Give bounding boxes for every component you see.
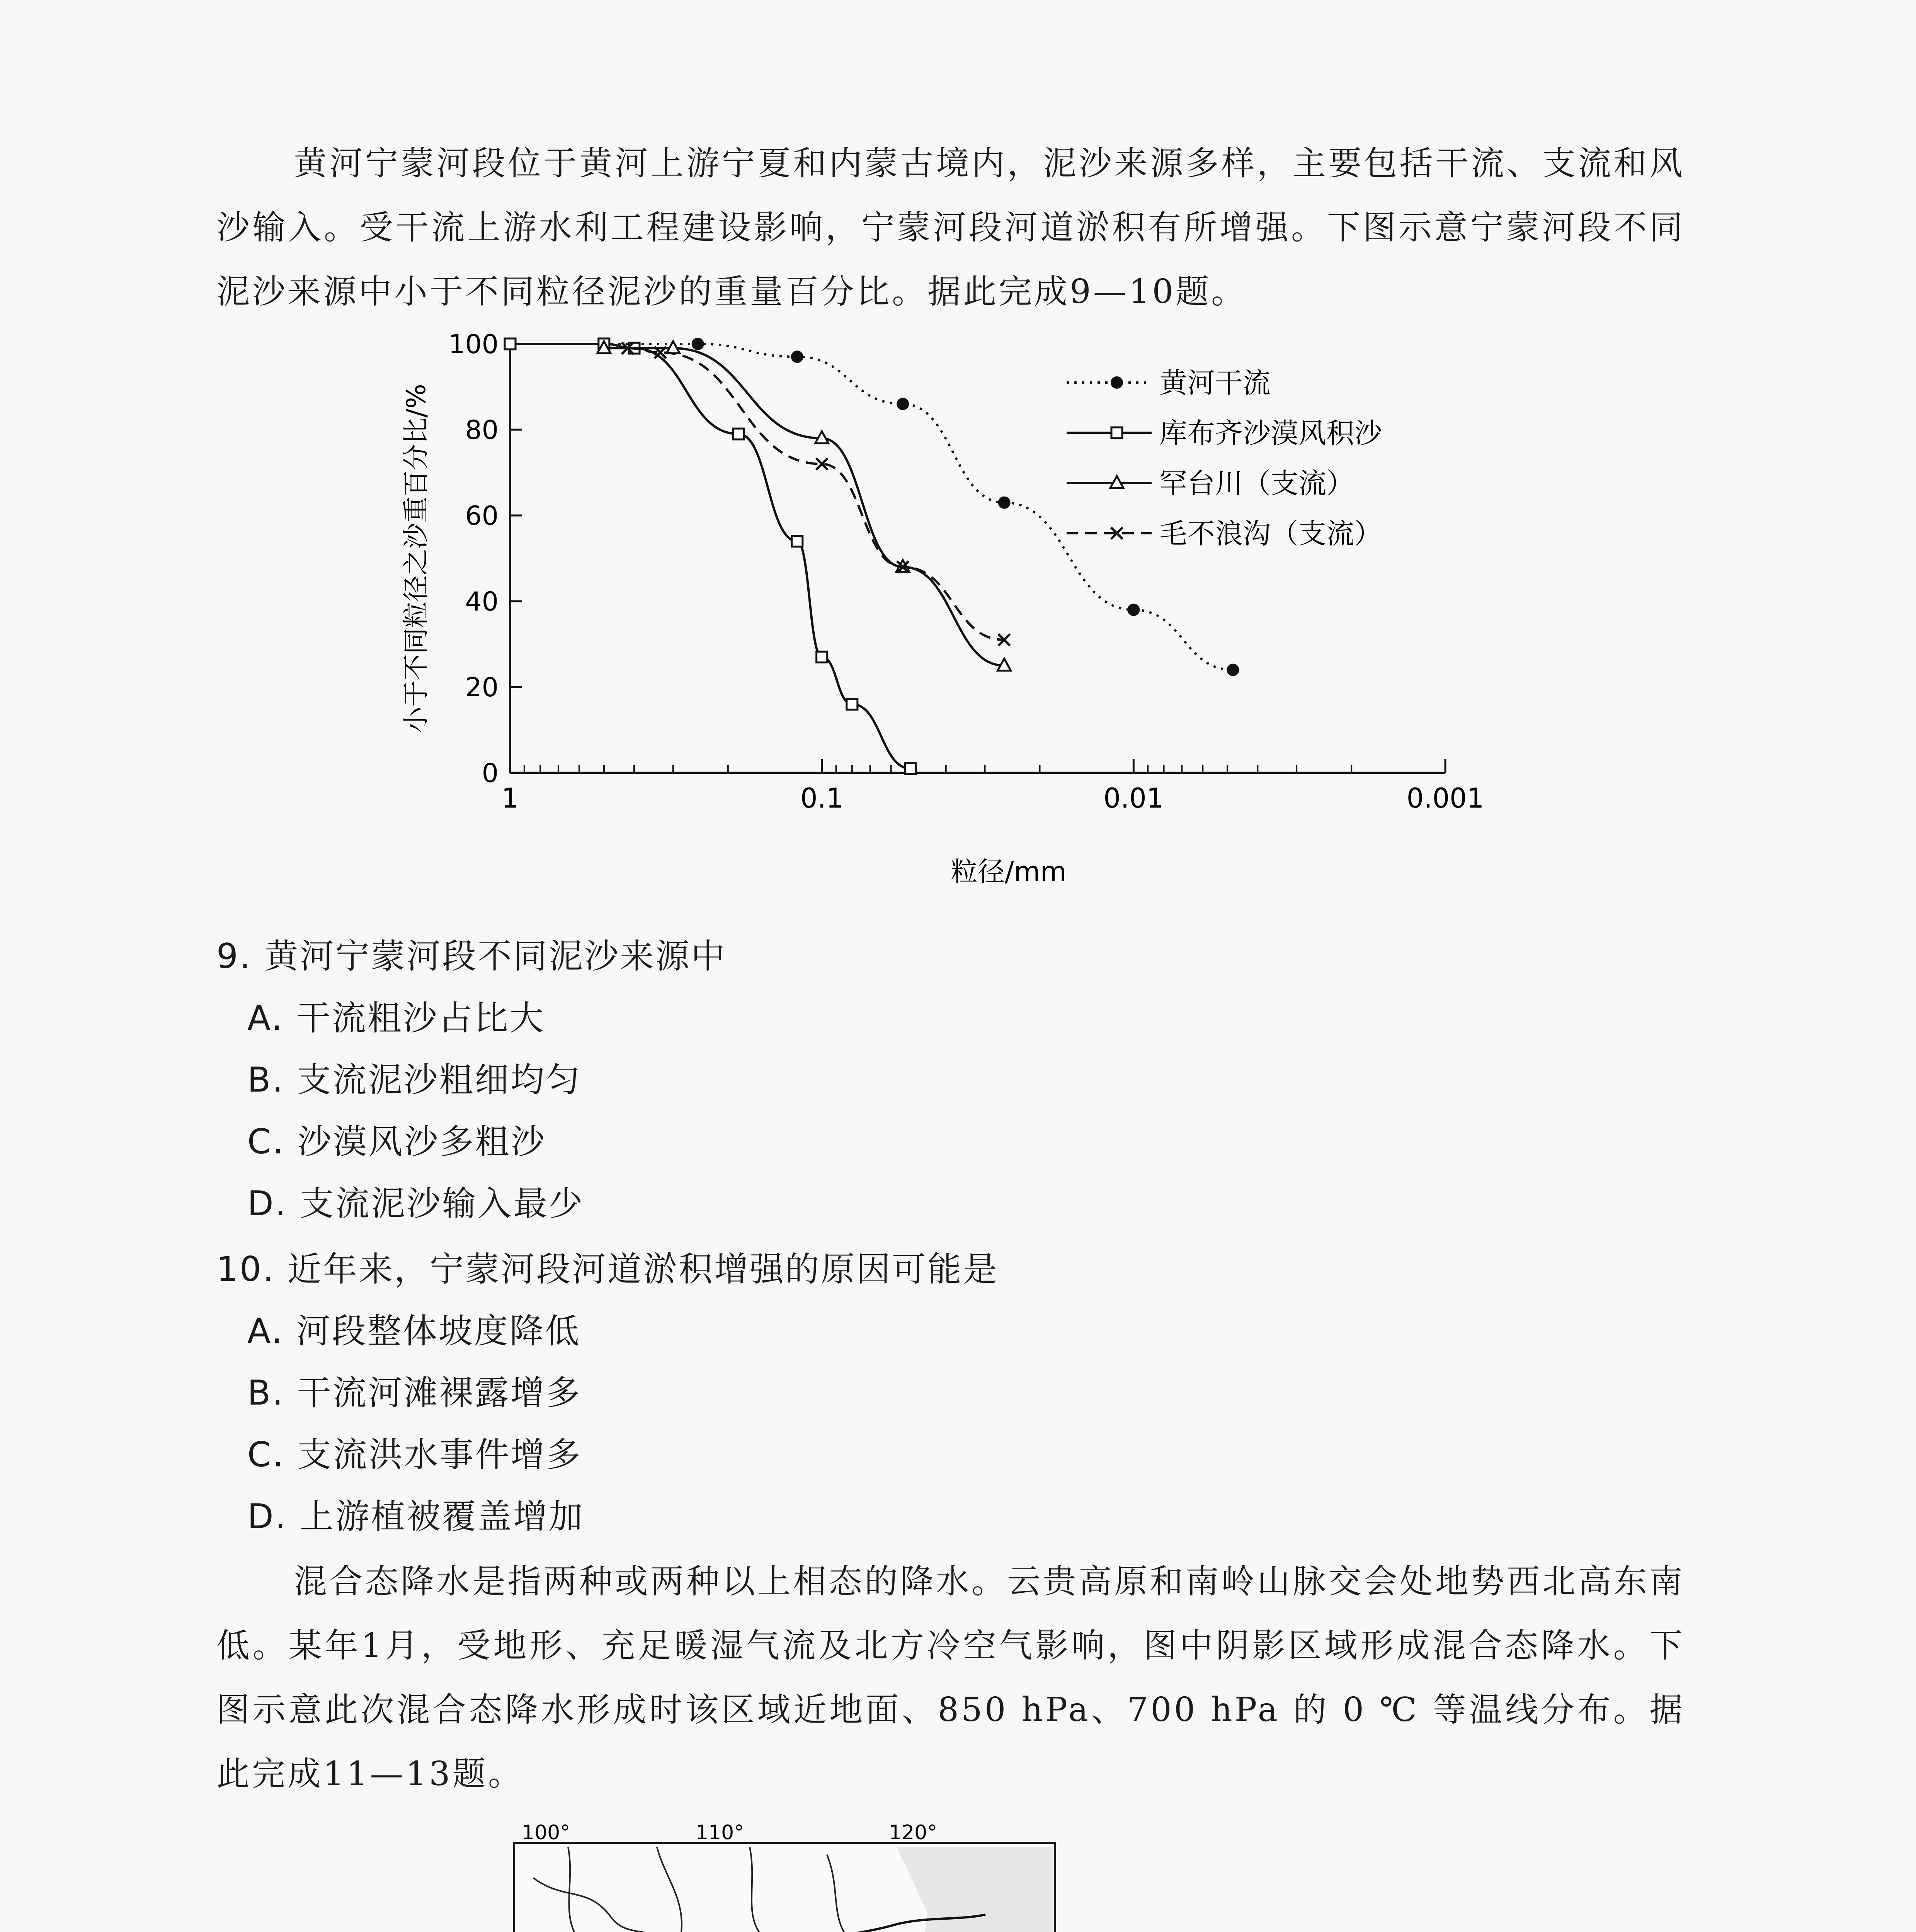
q10-option-a[interactable]: A. 河段整体坡度降低	[247, 1311, 581, 1351]
intro-paragraph-1: 黄河宁蒙河段位于黄河上游宁夏和内蒙古境内，泥沙来源多样，主要包括干流、支流和风沙输入。受干流上游水利工程建设影响，宁蒙河段河道淤积有所增强。下图示意宁蒙河段不同泥沙来源中小于不同粒径泥沙的重量百分比。据此完成9—10题。	[216, 144, 1685, 311]
series-line-3	[628, 348, 1004, 640]
x-tick-label: 1	[501, 782, 519, 814]
intro-paragraph-2: 混合态降水是指两种或两种以上相态的降水。云贵高原和南岭山脉交会处地势西北高东南低。某年1月，受地形、充足暖湿气流及北方冷空气影响，图中阴影区域形成混合态降水。下图示意此次混合态降水形成时该区域近地面、850 hPa、700 hPa 的 0 ℃ 等温线分布。据此完成11—13题。	[216, 1562, 1685, 1793]
x-tick-label: 0.001	[1406, 782, 1484, 814]
legend-marker-1	[1111, 427, 1122, 438]
q10-option-d[interactable]: D. 上游植被覆盖增加	[247, 1497, 584, 1536]
y-tick-label: 40	[465, 587, 499, 617]
data-point-0	[1127, 604, 1140, 616]
lon-label-120: 120°	[889, 1824, 938, 1844]
x-tick-label: 0.01	[1103, 782, 1164, 814]
x-axis-label: 粒径/mm	[951, 856, 1067, 888]
data-point-0	[998, 497, 1011, 509]
lon-label-100: 100°	[522, 1824, 570, 1844]
data-point-0	[1227, 664, 1239, 676]
series-line-0	[510, 344, 1233, 670]
precipitation-map-svg	[510, 1824, 1376, 1932]
q9-option-d[interactable]: D. 支流泥沙输入最少	[247, 1184, 584, 1223]
x-tick-label: 0.1	[800, 782, 844, 814]
y-tick-label: 0	[482, 758, 499, 789]
data-point-0	[791, 350, 803, 363]
data-point-1	[792, 536, 803, 547]
legend-label-3: 毛不浪沟（支流）	[1159, 517, 1382, 550]
legend-label-1: 库布齐沙漠风积沙	[1159, 417, 1382, 449]
data-point-0	[897, 398, 909, 410]
q9-option-a[interactable]: A. 干流粗沙占比大	[247, 998, 545, 1038]
y-tick-label: 60	[465, 501, 499, 531]
legend-marker-0	[1111, 376, 1123, 389]
q9-option-b[interactable]: B. 支流泥沙粗细均匀	[247, 1060, 582, 1100]
y-tick-label: 20	[465, 672, 499, 703]
data-point-1	[505, 338, 516, 349]
sediment-chart	[379, 317, 1538, 927]
question-9-stem: 9. 黄河宁蒙河段不同泥沙来源中	[216, 936, 727, 976]
legend-label-0: 黄河干流	[1159, 367, 1271, 399]
data-point-1	[847, 699, 858, 709]
y-tick-label: 80	[465, 415, 499, 446]
lon-label-110: 110°	[696, 1824, 744, 1844]
question-10-stem: 10. 近年来，宁蒙河段河道淤积增强的原因可能是	[216, 1249, 999, 1289]
data-point-0	[692, 338, 704, 350]
legend-label-2: 罕台川（支流）	[1159, 467, 1354, 500]
y-tick-label: 100	[448, 329, 499, 360]
q10-option-c[interactable]: C. 支流洪水事件增多	[247, 1435, 582, 1475]
q10-option-b[interactable]: B. 干流河滩裸露增多	[247, 1373, 582, 1413]
y-axis-label: 小于不同粒径之沙重百分比/%	[401, 384, 432, 733]
series-line-2	[604, 348, 1004, 665]
precipitation-map	[510, 1824, 1376, 1932]
q9-option-c[interactable]: C. 沙漠风沙多粗沙	[247, 1122, 546, 1162]
data-point-1	[817, 651, 827, 662]
data-point-1	[733, 429, 744, 439]
sediment-chart-svg	[379, 317, 1538, 927]
data-point-1	[905, 763, 916, 774]
